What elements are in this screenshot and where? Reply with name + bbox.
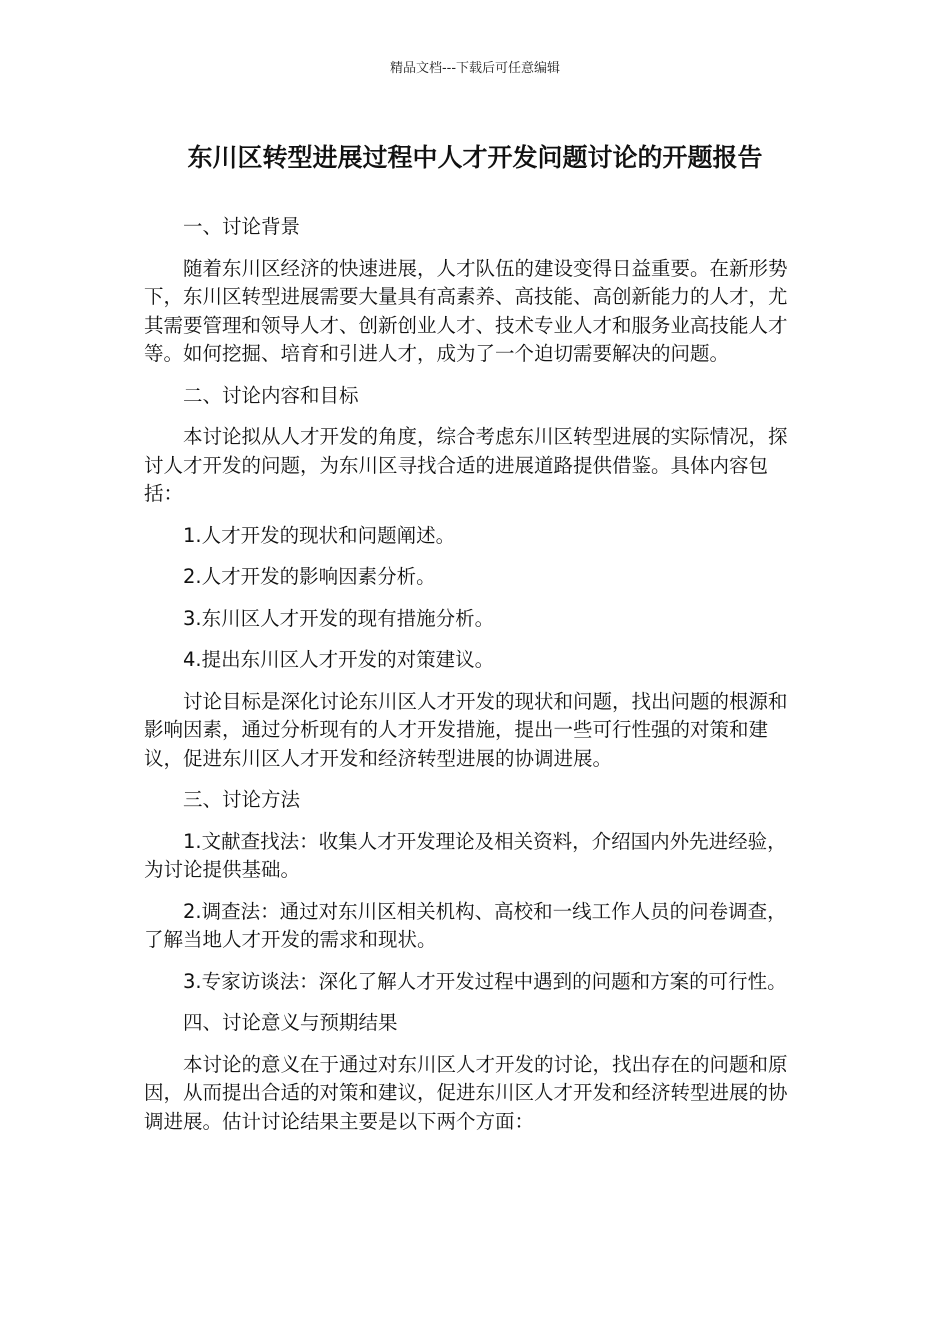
paragraph-goals: 讨论目标是深化讨论东川区人才开发的现状和问题，找出问题的根源和影响因素，通过分析现有的人才开发措施，提出一些可行性强的对策和建议，促进东川区人才开发和经济转型进展的协调进展。	[144, 689, 788, 770]
section-heading-content-goals: 二、讨论内容和目标	[183, 383, 359, 407]
section-heading-significance: 四、讨论意义与预期结果	[183, 1011, 398, 1034]
paragraph-background: 随着东川区经济的快速进展，人才队伍的建设变得日益重要。在新形势下，东川区转型进展需要大量具有高素养、高技能、高创新能力的人才，尤其需要管理和领导人才、创新创业人才、技术专业人才和服务业高技能人才等。如何挖掘、培育和引进人才，成为了一个迫切需要解决的问题。	[144, 256, 788, 365]
list-item-content-4: 4.提出东川区人才开发的对策建议。	[183, 648, 495, 671]
list-item-method-1: 1.文献查找法：收集人才开发理论及相关资料，介绍国内外先进经验，为讨论提供基础。	[144, 829, 787, 881]
document-body	[144, 213, 794, 1149]
list-item-method-3: 3.专家访谈法：深化了解人才开发过程中遇到的问题和方案的可行性。	[183, 969, 787, 993]
header-note: 精品文档---下载后可任意编辑	[389, 61, 561, 76]
section-heading-methods: 三、讨论方法	[183, 788, 301, 811]
list-item-content-1: 1.人才开发的现状和问题阐述。	[183, 523, 456, 547]
document-title: 东川区转型进展过程中人才开发问题讨论的开题报告	[187, 143, 763, 172]
section-heading-background: 一、讨论背景	[183, 215, 301, 238]
list-item-content-2: 2.人才开发的影响因素分析。	[183, 565, 436, 588]
list-item-content-3: 3.东川区人才开发的现有措施分析。	[183, 606, 495, 630]
list-item-method-2: 2.调查法：通过对东川区相关机构、高校和一线工作人员的问卷调查，了解当地人才开发的需求和现状。	[144, 899, 787, 951]
paragraph-significance: 本讨论的意义在于通过对东川区人才开发的讨论，找出存在的问题和原因，从而提出合适的对策和建议，促进东川区人才开发和经济转型进展的协调进展。估计讨论结果主要是以下两个方面：	[144, 1052, 788, 1133]
paragraph-content-intro: 本讨论拟从人才开发的角度，综合考虑东川区转型进展的实际情况，探讨人才开发的问题，为东川区寻找合适的进展道路提供借鉴。具体内容包括：	[144, 425, 788, 505]
